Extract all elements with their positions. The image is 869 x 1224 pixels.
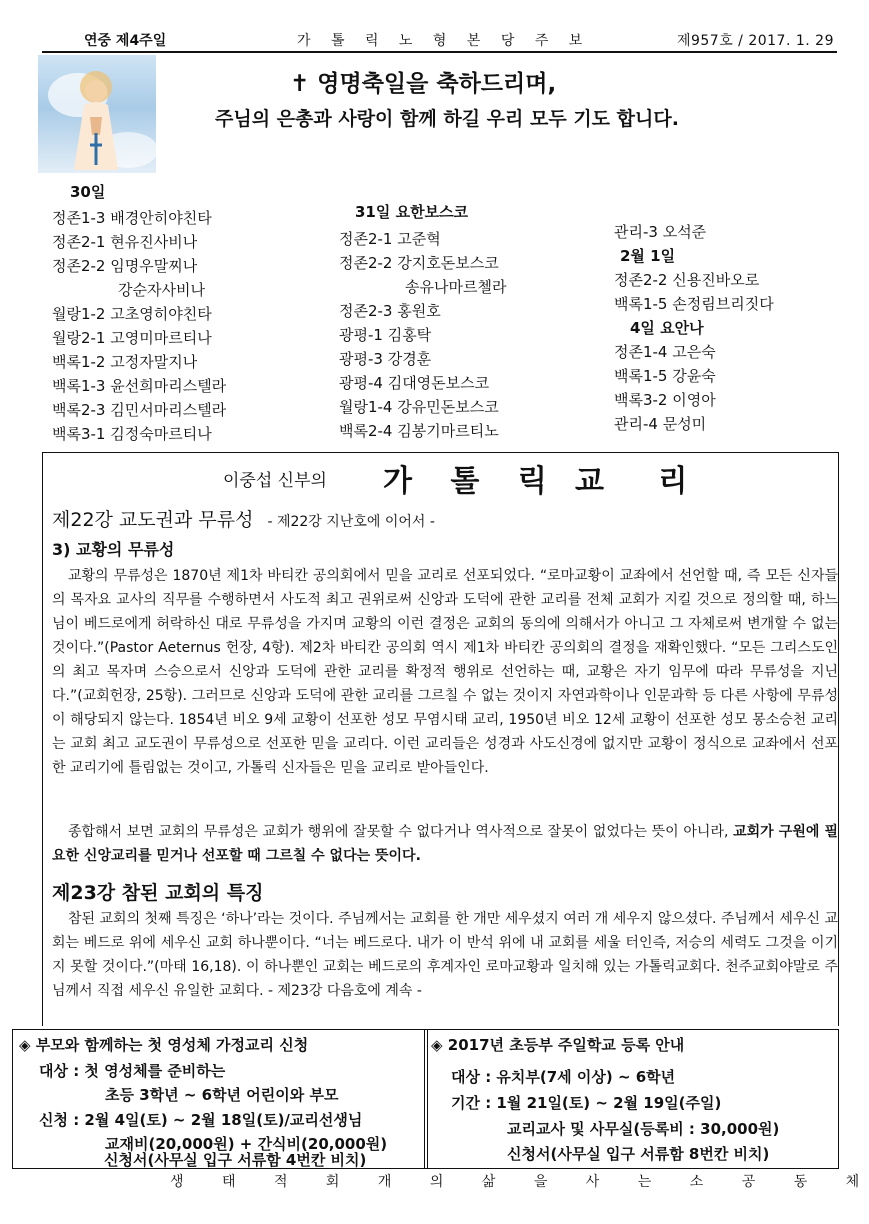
list-item: 관리-4 문성미: [614, 415, 707, 433]
summary-text: 종합해서 보면 교회의 무류성은 교회가 행위에 잘못할 수 없다거나 역사적으로 잘못이 없었다는 뜻이 아니라,: [68, 824, 734, 840]
bulletin-header: [42, 30, 834, 50]
notice-title: ◈ 2017년 초등부 주일학교 등록 안내: [431, 1036, 685, 1054]
catechism-title-a: 가 톨 릭: [383, 464, 561, 499]
footer-motto: 생 태 적 회 개 의 삶 을 사 는 소 공 동 체: [170, 1174, 866, 1190]
feast-day-30-heading: 30일: [70, 183, 106, 201]
notice-first-communion: [12, 1029, 428, 1169]
list-item: 정존2-1 현유진사비나: [52, 233, 198, 251]
list-item: 정존2-2 신용진바오로: [614, 271, 760, 289]
notice-sunday-school: [424, 1029, 839, 1169]
feast-day-feb1-heading: 2월 1일: [620, 247, 676, 265]
summary-emphasis: 교회가 구원에 필요한 신앙교리를 믿거나 선포할 때 그르칠 수 없다는 뜻이다.: [52, 824, 838, 864]
liturgical-week: 연중 제4주일: [84, 33, 167, 49]
catechism-title-b: 교 리: [575, 464, 710, 499]
issue-number-date: 제957호 / 2017. 1. 29: [676, 33, 834, 49]
list-item: 광평-3 강경훈: [339, 350, 432, 368]
list-item: 월랑2-1 고영미마르티나: [52, 329, 212, 347]
notice-line: 신청서(사무실 입구 서류함 4번칸 비치): [104, 1151, 367, 1169]
list-item: 백록1-3 윤선희마리스텔라: [52, 377, 227, 395]
notice-line: 대상 : 유치부(7세 이상) ~ 6학년: [451, 1068, 676, 1086]
feast-list-31: [339, 227, 506, 443]
feast-list-3: [614, 220, 774, 436]
list-item: 정존2-3 홍원호: [339, 302, 441, 320]
paragraph-papal-infallibility: 교황의 무류성은 1870년 제1차 바티칸 공의회에서 믿을 교리로 선포되었다. “로마교황이 교좌에서 선언할 때, 즉 모든 신자들의 목자요 교사의 직무를 수행하면서 사도적 최고 권위로써 신앙과 도덕에 관한 교리를 전체 교회가 지킬 것으로 정의할 때, 하느님이 베드로에게 허락하신 대로 무류성을 가지며 교황의 이런 결정은 교회의 동의에 의해서가 아니고 그 자체로써 변개할 수 없는 것이다.”(Pastor Aeternus 헌장, 4항). 제2차 바티칸 공의회 역시 제1차 바티칸 공의회의 결정을 재확인했다. “모든 그리스도인의 최고 목자며 스승으로서 신앙과 도덕에 관한 교리를 확정적 행위로 선언하는 때, 교황은 자기 임무에 따라 무류성을 지닌다.”(교회헌장, 25항). 그러므로 신앙과 도덕에 관한 교리를 그르칠 수 없는 것이지 자연과학이나 인문과학 등 다른 사항에 무류성이 해당되지 않는다. 1854년 비오 9세 교황이 선포한 성모 무염시태 교리, 1950년 비오 12세 교황이 선포한 성모 몽소승천 교리는 교회 최고 교도권이 무류성으로 선포한 믿을 교리다. 이런 교리들은 성경과 사도신경에 없지만 교황이 정식으로 교좌에서 선포한 교리기에 틀림없는 것이고, 가톨릭 신자들은 믿을 교리로 받아들인다.: [52, 568, 838, 776]
list-item: 백록2-3 김민서마리스텔라: [52, 401, 227, 419]
list-item: 백록1-5 강윤숙: [614, 367, 716, 385]
notice-line: 신청서(사무실 입구 서류함 8번칸 비치): [507, 1145, 770, 1163]
bulletin-title: 가 톨 릭 노 형 본 당 주 보: [297, 33, 591, 49]
list-item: 광평-1 김홍탁: [339, 326, 432, 344]
list-item: 정존1-4 고은숙: [614, 343, 716, 361]
list-item: 강순자사비나: [118, 281, 205, 299]
catechism-author: 이중섭 신부의: [223, 471, 327, 491]
feast-list-30: [52, 206, 226, 446]
notice-line: 대상 : 첫 영성체를 준비하는: [39, 1062, 226, 1080]
notice-title: ◈ 부모와 함께하는 첫 영성체 가정교리 신청: [19, 1036, 309, 1054]
list-item: 광평-4 김대영돈보스코: [339, 374, 490, 392]
feast-day-4-heading: 4일 요안나: [630, 319, 704, 337]
lesson-22-heading: [52, 505, 435, 532]
notice-line: 교재비(20,000원) + 간식비(20,000원): [105, 1135, 388, 1153]
notice-line: 기간 : 1월 21일(토) ~ 2월 19일(주일): [451, 1094, 722, 1112]
notice-line: 신청 : 2월 4일(토) ~ 2월 18일(토)/교리선생님: [39, 1111, 363, 1129]
paragraph-one-church: 참된 교회의 첫째 특징은 ‘하나’라는 것이다. 주님께서는 교회를 한 개만 세우셨지 여러 개 세우지 않으셨다. 주님께서 세우신 교회는 베드로 위에 세우신 교회 하나뿐이다. “너는 베드로다. 내가 이 반석 위에 내 교회를 세울 터인즉, 저승의 세력도 그것을 이기지 못할 것이다.”(마태 16,18). 이 하나뿐인 교회는 베드로의 후계자인 로마교황과 일치해 있는 가톨릭교회다. 천주교회야말로 주님께서 직접 세우신 유일한 교회다. - 제23강 다음호에 계속 -: [52, 911, 838, 999]
list-item: 백록1-5 손정림브리짓다: [614, 295, 774, 313]
list-item: 월랑1-4 강유민돈보스코: [339, 398, 499, 416]
list-item: 송유나마르첼라: [405, 278, 507, 296]
list-item: 백록3-2 이영아: [614, 391, 716, 409]
lesson-22-subtitle: - 제22강 지난호에 이어서 -: [267, 514, 435, 530]
feast-day-31-heading: 31일 요한보스코: [355, 203, 469, 221]
list-item: 월랑1-2 고초영히야친타: [52, 305, 212, 323]
notice-line: 초등 3학년 ~ 6학년 어린이와 부모: [105, 1086, 339, 1104]
list-item: 정존1-3 배경안히야친타: [52, 209, 212, 227]
header-divider: [42, 51, 837, 53]
list-item: 정존2-1 고준혁: [339, 230, 441, 248]
paragraph-summary: [52, 820, 838, 868]
list-item: 백록3-1 김정숙마르티나: [52, 425, 212, 443]
lesson-22-title: 제22강 교도권과 무류성: [52, 509, 254, 531]
list-item: 백록2-4 김봉기마르티노: [339, 422, 499, 440]
section-3-heading: 3) 교황의 무류성: [52, 540, 175, 559]
list-item: 정존2-2 강지호돈보스코: [339, 254, 499, 272]
feast-greeting-subtitle: 주님의 은총과 사랑이 함께 하길 우리 모두 기도 합니다.: [215, 108, 679, 130]
feast-greeting-title: ✝ 영명축일을 축하드리며,: [290, 71, 557, 97]
list-item: 관리-3 오석준: [614, 223, 707, 241]
list-item: 백록1-2 고정자말지나: [52, 353, 198, 371]
notice-line: 교리교사 및 사무실(등록비 : 30,000원): [507, 1120, 780, 1138]
praying-angel-icon: [38, 55, 156, 173]
list-item: 정존2-2 임명우말찌나: [52, 257, 198, 275]
lesson-23-heading: 제23강 참된 교회의 특징: [52, 882, 264, 904]
